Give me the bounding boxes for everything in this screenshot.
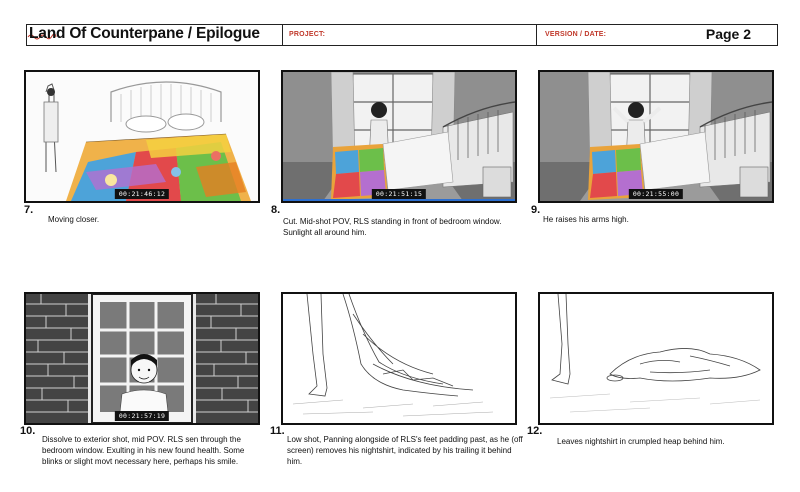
panel-11-drawing xyxy=(283,294,515,423)
panel-8-timecode: 00:21:51:15 xyxy=(372,189,426,199)
storyboard-panel-10 xyxy=(24,292,260,425)
panel-7-number: 7. xyxy=(24,204,34,216)
panel-9-caption: He raises his arms high. xyxy=(543,215,629,224)
storyboard-panel-11 xyxy=(281,292,517,425)
panel-12-drawing xyxy=(540,294,772,423)
storyboard-header xyxy=(26,24,778,46)
storyboard-panel-7 xyxy=(24,70,260,203)
panel-10-caption: Dissolve to exterior shot, mid POV. RLS sen through the bedroom window. Exulting in his new found health. Some blinks or slight movt necessary here, perhaps his smile. xyxy=(42,435,245,466)
title-cell xyxy=(27,25,283,45)
panel-12-number: 12. xyxy=(527,425,543,437)
panel-11-caption: Low shot, Panning alongside of RLS's feet padding past, as he (off screen) removes his nightshirt, indicated by his trailing it behind him. xyxy=(287,435,523,466)
panel-12-caption: Leaves nightshirt in crumpled heap behind him. xyxy=(557,437,725,446)
version-date-label: VERSION / DATE: xyxy=(545,31,607,38)
panel-10-number: 10. xyxy=(20,425,36,437)
panel-8-caption: Cut. Mid-shot POV, RLS standing in front of bedroom window. Sunlight all around him. xyxy=(283,217,502,237)
panel-9-timecode: 00:21:55:00 xyxy=(629,189,683,199)
panel-11-number: 11. xyxy=(270,425,285,437)
panel-9-drawing xyxy=(540,72,772,201)
storyboard-panel-9 xyxy=(538,70,774,203)
project-cell xyxy=(283,25,537,45)
panel-7-timecode: 00:21:46:12 xyxy=(115,189,169,199)
panel-7-caption: Moving closer. xyxy=(48,215,100,224)
page-number: Page 2 xyxy=(705,26,751,42)
panel-10-timecode: 00:21:57:19 xyxy=(115,411,169,421)
version-cell xyxy=(537,25,777,45)
storyboard-title: Land Of Counterpane / Epilogue xyxy=(29,25,260,42)
storyboard-panel-8 xyxy=(281,70,517,203)
storyboard-panel-12 xyxy=(538,292,774,425)
panel-8-drawing xyxy=(283,72,515,201)
panel-10-drawing xyxy=(26,294,258,423)
panel-7-drawing xyxy=(26,72,258,201)
panel-8-underline xyxy=(283,199,515,201)
panel-8-number: 8. xyxy=(271,204,281,216)
panel-9-number: 9. xyxy=(531,204,541,216)
project-label: PROJECT: xyxy=(289,31,326,38)
